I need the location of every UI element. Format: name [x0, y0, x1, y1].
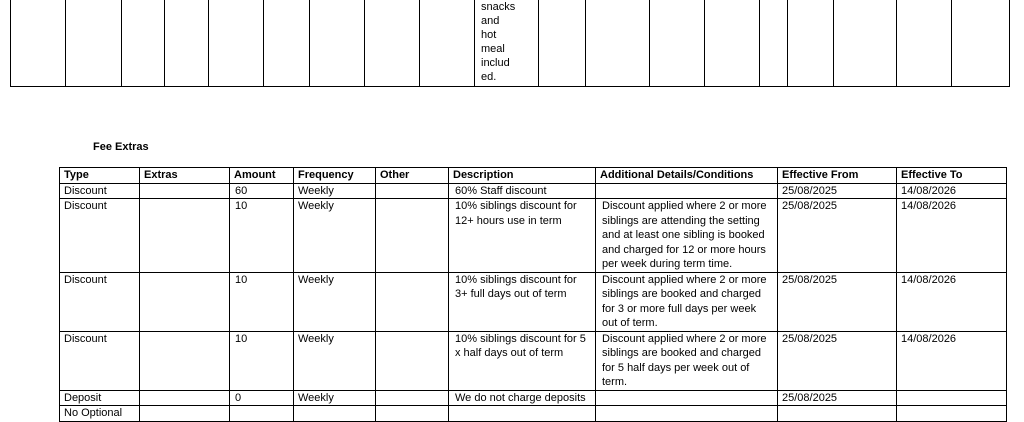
section-title: Fee Extras [93, 141, 149, 153]
table-row: Deposit 0 Weekly We do not charge deposits 25/08/2025 [60, 390, 1007, 406]
header-conditions: Additional Details/Conditions [596, 168, 778, 184]
table-row: Discount 10 Weekly 10% siblings discount for 5 x half days out of term Discount applied where 2 or more siblings are booked and charged for 5 half days per week out of term. 25/08/2025 14/08/2026 [60, 331, 1007, 390]
meal-note-cell: snacks and hot meal includ ed. [475, 0, 539, 86]
header-frequency: Frequency [294, 168, 376, 184]
header-effective-from: Effective From [778, 168, 897, 184]
fee-extras-table [59, 167, 1007, 422]
table-row: No Optional [60, 406, 1007, 422]
table-row: Discount 10 Weekly 10% siblings discount for 3+ full days out of term Discount applied where 2 or more siblings are booked and charged for 3 or more full days per week out of term. 25/08/2025 14/08/2026 [60, 272, 1007, 331]
header-other: Other [376, 168, 449, 184]
table-row: Discount 60 Weekly 60% Staff discount 25/08/2025 14/08/2026 [60, 183, 1007, 199]
table-row: Discount 10 Weekly 10% siblings discount for 12+ hours use in term Discount applied where 2 or more siblings are attending the setting and at least one sibling is booked and charged for 12 or more hours per week during term time. 25/08/2025 14/08/2026 [60, 199, 1007, 273]
header-effective-to: Effective To [897, 168, 1007, 184]
table-header-row [60, 168, 1007, 184]
header-extras: Extras [140, 168, 230, 184]
previous-fee-table [10, 0, 1010, 87]
header-description: Description [449, 168, 596, 184]
header-amount: Amount [230, 168, 294, 184]
header-type: Type [60, 168, 140, 184]
